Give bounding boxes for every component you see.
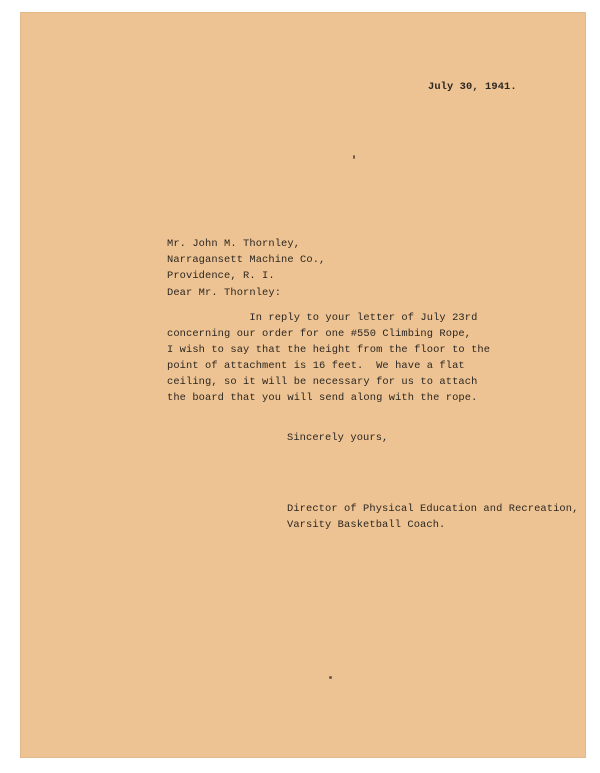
signature-line: Varsity Basketball Coach. [287, 519, 446, 531]
letter-body [167, 310, 490, 406]
signature-line: Director of Physical Education and Recreation, [287, 503, 579, 515]
letter-date: July 30, 1941. [428, 81, 517, 93]
body-line: point of attachment is 16 feet. We have a flat [167, 360, 465, 372]
body-line: I wish to say that the height from the floor to the [167, 344, 491, 356]
complimentary-closing: Sincerely yours, [287, 432, 389, 444]
paper-speck [353, 155, 355, 159]
address-line: Providence, R. I. [167, 270, 275, 282]
address-line: Narragansett Machine Co., [167, 254, 326, 266]
signature-block [287, 501, 578, 533]
recipient-address [167, 236, 325, 284]
body-line: ceiling, so it will be necessary for us to attach [167, 376, 478, 388]
paper-speck [329, 676, 332, 679]
letter-page [20, 12, 586, 758]
salutation: Dear Mr. Thornley: [167, 287, 282, 299]
address-line: Mr. John M. Thornley, [167, 238, 301, 250]
body-line: In reply to your letter of July 23rd [167, 312, 478, 324]
body-line: the board that you will send along with the rope. [167, 392, 478, 404]
body-line: concerning our order for one #550 Climbing Rope, [167, 328, 472, 340]
